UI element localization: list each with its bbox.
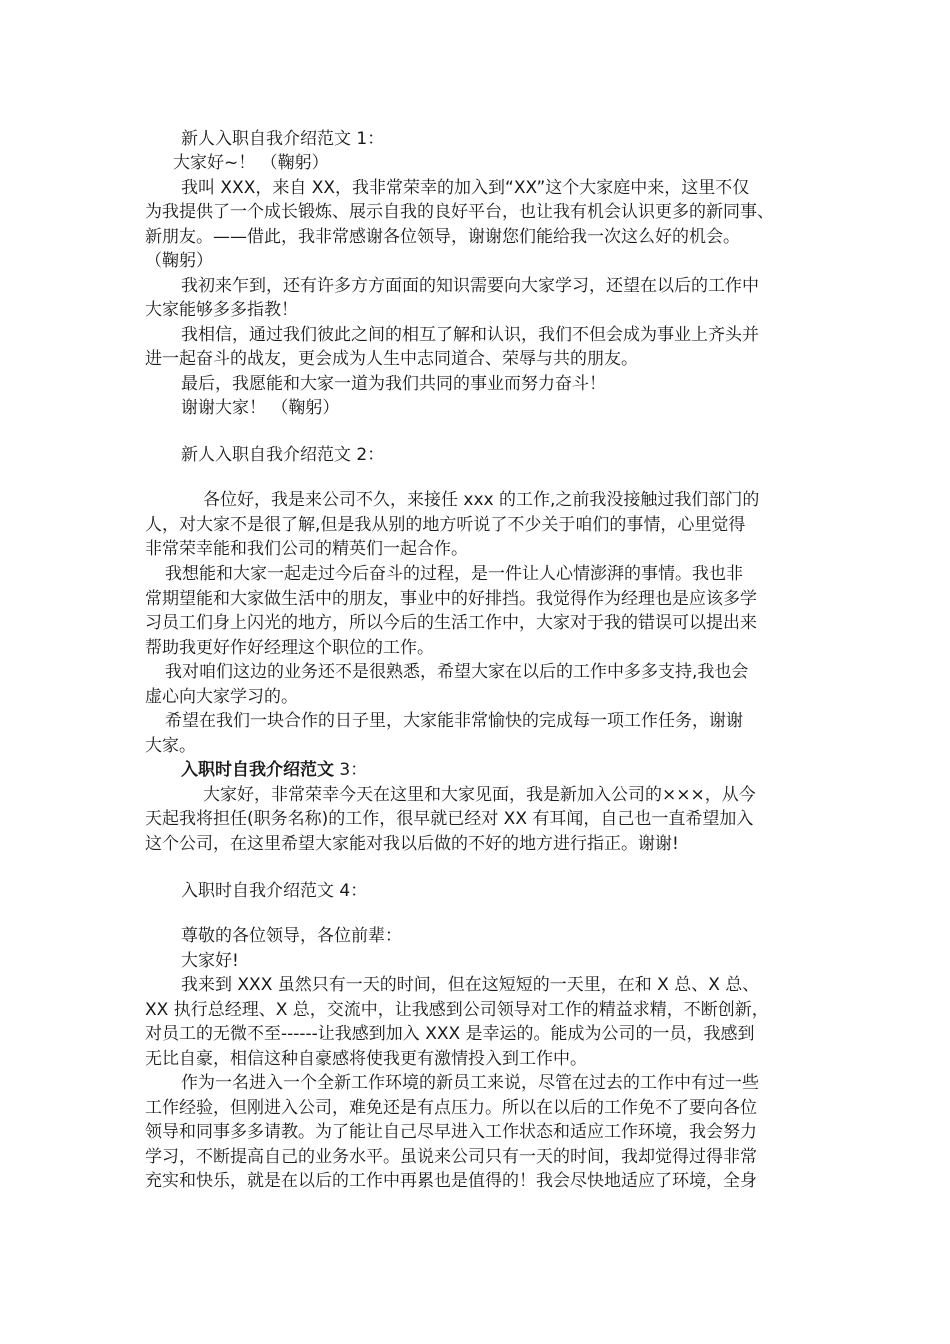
sample2-line: 大家。 [145, 736, 196, 756]
sample1-line: 大家能够多多指教！ [145, 300, 298, 320]
sample1-line: 进一起奋斗的战友，更会成为人生中志同道合、荣辱与共的朋友。 [145, 349, 638, 369]
sample2-line: 希望在我们一块合作的日子里，大家能非常愉快的完成每一项工作任务，谢谢 [165, 711, 743, 731]
sample1-line: 新朋友。——借此，我非常感谢各位领导，谢谢您们能给我一次这么好的机会。 [145, 227, 740, 247]
sample1-line: （鞠躬） [145, 251, 213, 271]
sample2-line: 习员工们身上闪光的地方，所以今后的生活工作中，大家对于我的错误可以提出来 [145, 613, 757, 633]
sample4-line: 作为一名进入一个全新工作环境的新员工来说，尽管在过去的工作中有过一些 [181, 1073, 759, 1093]
sample4-line: 我来到 XXX 虽然只有一天的时间，但在这短短的一天里，在和 X 总、X 总、 [181, 975, 760, 995]
sample3-heading-bold: 入职时自我介绍范文 [181, 760, 334, 780]
sample3-heading [181, 758, 367, 782]
sample1-line: 大家好~！ （鞠躬） [173, 153, 329, 173]
sample1-line: 我初来乍到，还有许多方方面面的知识需要向大家学习，还望在以后的工作中 [181, 276, 759, 296]
sample4-line: 充实和快乐，就是在以后的工作中再累也是值得的！我会尽快地适应了环境，全身 [145, 1171, 757, 1191]
sample4-line: XX 执行总经理、X 总，交流中，让我感到公司领导对工作的精益求精，不断创新， [145, 1000, 769, 1020]
sample2-line: 帮助我更好作好经理这个职位的工作。 [145, 638, 434, 658]
sample2-line: 我想能和大家一起走过今后奋斗的过程，是一件让人心情澎湃的事情。我也非 [165, 564, 743, 584]
sample2-line: 我对咱们这边的业务还不是很熟悉，希望大家在以后的工作中多多支持,我也会 [165, 662, 749, 682]
sample4-line: 无比自豪，相信这种自豪感将使我更有激情投入到工作中。 [145, 1049, 587, 1069]
sample2-line: 非常荣幸能和我们公司的精英们一起合作。 [145, 539, 468, 559]
sample4-line: 对员工的无微不至------让我感到加入 XXX 是幸运的。能成为公司的一员，我感到 [145, 1024, 755, 1044]
sample1-line: 为我提供了一个成长锻炼、展示自我的良好平台，也让我有机会认识更多的新同事、 [145, 202, 774, 222]
sample3-line: 天起我将担任(职务名称)的工作，很早就已经对 XX 有耳闻，自己也一直希望加入 [145, 809, 754, 829]
sample1-line: 我相信，通过我们彼此之间的相互了解和认识，我们不但会成为事业上齐头并 [181, 325, 759, 345]
sample1-line: 我叫 XXX，来自 XX，我非常荣幸的加入到“XX”这个大家庭中来，这里不仅 [181, 178, 750, 198]
sample4-line: 工作经验，但刚进入公司，难免还是有点压力。所以在以后的工作免不了要向各位 [145, 1098, 757, 1118]
sample1-heading: 新人入职自我介绍范文 1： [181, 129, 385, 149]
sample1-line: 最后，我愿能和大家一道为我们共同的事业而努力奋斗！ [181, 374, 606, 394]
sample4-line: 学习，不断提高自己的业务水平。虽说来公司只有一天的时间，我却觉得过得非常 [145, 1147, 757, 1167]
sample3-line: 这个公司，在这里希望大家能对我以后做的不好的地方进行指正。谢谢! [145, 834, 679, 854]
sample3-line: 大家好，非常荣幸今天在这里和大家见面，我是新加入公司的×××，从今 [203, 785, 756, 805]
sample4-line: 尊敬的各位领导，各位前辈： [181, 926, 402, 946]
sample2-line: 常期望能和大家做生活中的朋友，事业中的好排挡。我觉得作为经理也是应该多学 [145, 589, 757, 609]
sample2-line: 人，对大家不是很了解,但是我从别的地方听说了不少关于咱们的事情，心里觉得 [145, 515, 746, 535]
sample2-line: 各位好，我是来公司不久，来接任 xxx 的工作,之前我没接触过我们部门的 [203, 490, 760, 510]
sample4-heading: 入职时自我介绍范文 4： [181, 881, 368, 901]
sample3-heading-suffix: 3： [334, 760, 368, 780]
sample2-heading: 新人入职自我介绍范文 2： [181, 445, 385, 465]
sample4-line: 领导和同事多多请教。为了能让自己尽早进入工作状态和适应工作环境，我会努力 [145, 1122, 757, 1142]
sample4-line: 大家好! [181, 951, 239, 971]
sample2-line: 虚心向大家学习的。 [145, 687, 298, 707]
sample1-line: 谢谢大家！ （鞠躬） [181, 398, 340, 418]
